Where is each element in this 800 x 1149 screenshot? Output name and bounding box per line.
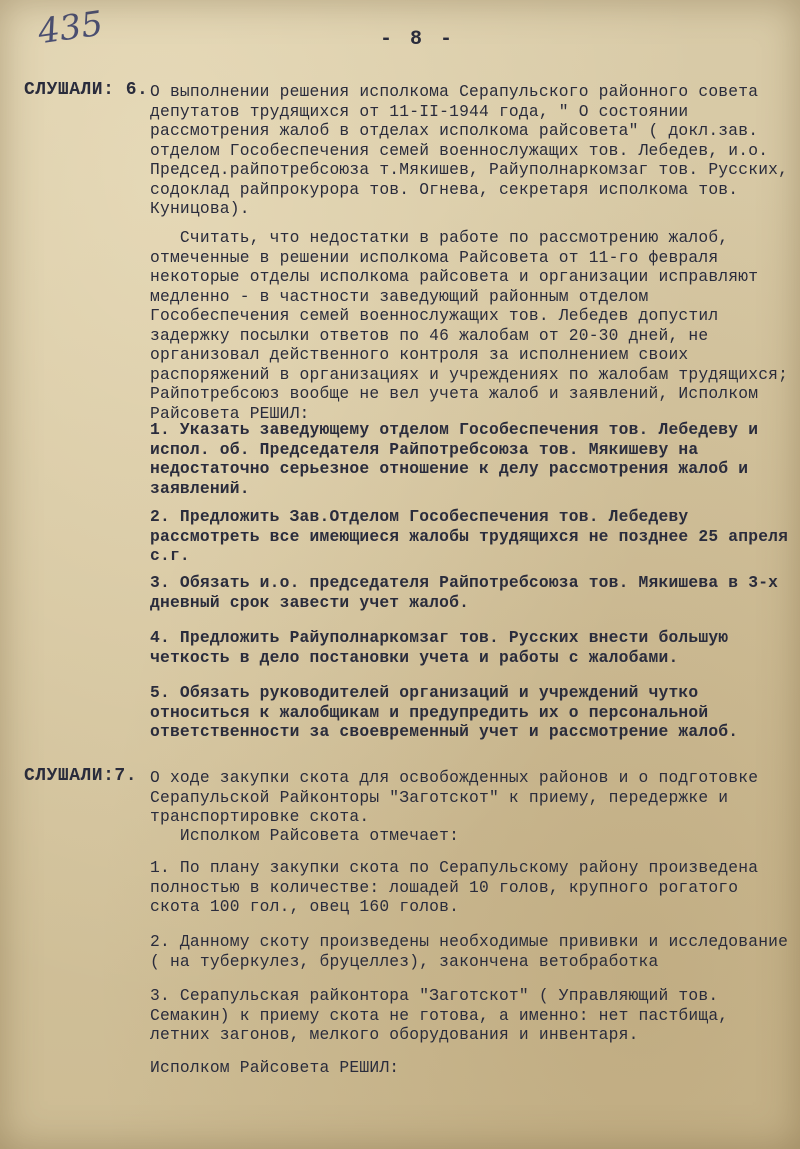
section-6-item-4: 4. Предложить Райуполнаркомзаг тов. Русских внести большую четкость в дело постановки учета и работы с жалобами. <box>150 628 739 667</box>
section-6-label: СЛУШАЛИ: 6. <box>24 80 149 100</box>
section-6-body: Считать, что недостатки в работе по рассмотрению жалоб, отмеченные в решении исполкома Райсовета от 11-го февраля некоторые отделы исполкома райсовета и организации исправляют медленно - в частности заведующий районным отделом Гособеспечения семей военнослужащих тов. Лебедев допустил задержку посылки ответов по 46 жалобам от 20-30 дней, не организовал действенного контроля за исполнением своих распоряжений в организациях и учреждениях по жалобам трудящихся; Райпотребсоюз вообще не вел учета жалоб и заявлений, Исполком Райсовета РЕШИЛ: <box>150 228 799 423</box>
section-7-item-2: 2. Данному скоту произведены необходимые прививки и исследование ( на туберкулез, бруцеллез), закончена ветобработка <box>150 932 799 971</box>
section-6-item-5: 5. Обязать руководителей организаций и учреждений чутко относиться к жалобщикам и предупредить их о персональной ответственности за своевременный учет и рассмотрение жалоб. <box>150 683 739 741</box>
section-6-item-3: 3. Обязать и.о. председателя Райпотребсоюза тов. Мякишева в 3-х дневный срок завести учет жалоб. <box>150 573 789 612</box>
section-7-item-3: 3. Серапульская райконтора "Заготскот" ( Управляющий тов. Семакин) к приему скота не готова, а именно: нет пастбища, летних загонов, мелкого оборудования и инвентаря. <box>150 986 739 1044</box>
section-7-closing: Исполком Райсовета РЕШИЛ: <box>150 1058 400 1077</box>
section-7-item-1: 1. По плану закупки скота по Серапульскому району произведена полностью в количестве: лошадей 10 голов, крупного рогатого скота 100 гол., овец 160 голов. <box>150 858 769 916</box>
section-6-item-1: 1. Указать заведующему отделом Гособеспечения тов. Лебедеву и испол. об. Председателя Райпотребсоюза тов. Мякишеву на недостаточно серьезное отношение к делу рассмотрения жалоб и заявлений. <box>150 420 769 498</box>
section-7-intro: О ходе закупки скота для освобожденных районов и о подготовке Серапульской Райконторы "Заготскот" к приему, передержке и транспортировке скота. <box>150 768 769 826</box>
section-7-label: СЛУШАЛИ:7. <box>24 766 138 786</box>
archive-number: 435 <box>35 3 106 53</box>
section-6-item-2: 2. Предложить Зав.Отделом Гособеспечения тов. Лебедеву рассмотреть все имеющиеся жалобы трудящихся не позднее 25 апреля с.г. <box>150 507 799 565</box>
page-number: - 8 - <box>380 28 456 51</box>
section-7-notes: Исполком Райсовета отмечает: <box>150 826 460 845</box>
section-6-intro: О выполнении решения исполкома Серапульского районного совета депутатов трудящихся от 11-II-1944 года, " О состоянии рассмотрения жалоб в отделах исполкома райсовета" ( докл.зав. отделом Гособеспечения семей военнослужащих тов. Лебедев, и.о. Председ.райпотребсоюза т.Мякишев, Райуполнаркомзаг тов. Русских, содоклад райпрокурора тов. Огнева, секретаря исполкома тов. Куницова). <box>150 82 799 218</box>
